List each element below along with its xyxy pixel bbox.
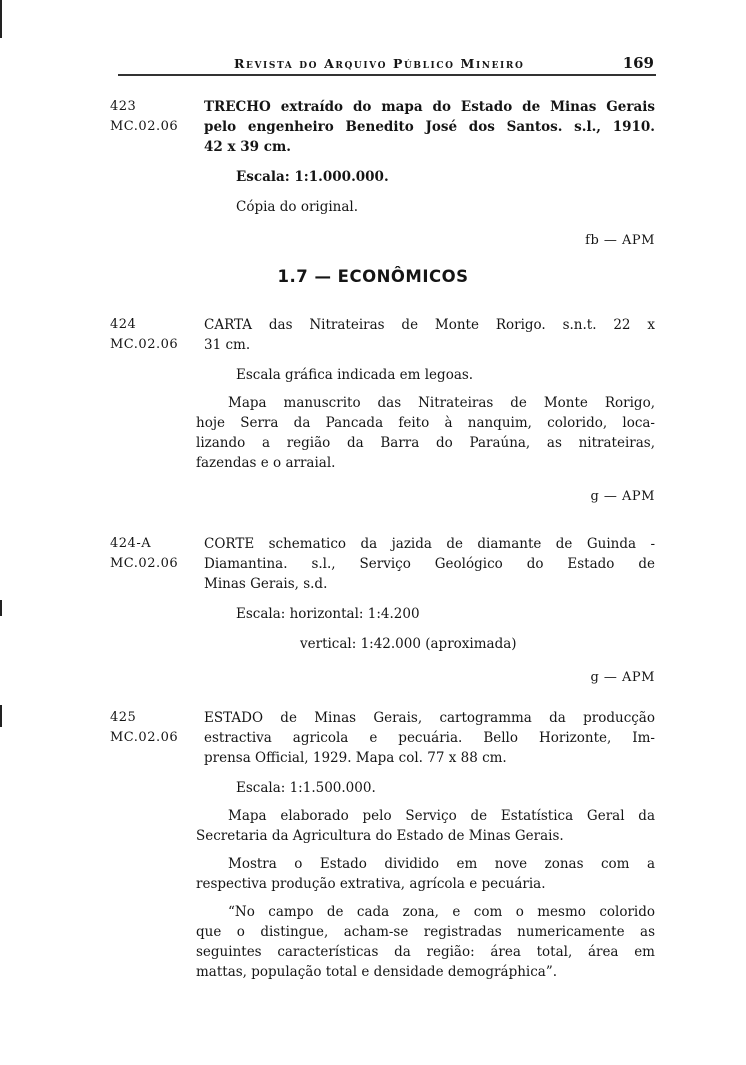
description-line: prensa Official, 1929. Mapa col. 77 x 88 cm. <box>204 750 507 766</box>
paragraph-line: Mapa manuscrito das Nitrateiras de Monte Rorigo, <box>228 395 655 411</box>
entry-scale <box>204 778 655 798</box>
entry-body <box>196 315 655 507</box>
entry-credit: g — APM <box>590 670 655 685</box>
paragraph-line: “No campo de cada zona, e com o mesmo colorido <box>228 904 655 920</box>
description-line: CORTE schematico da jazida de diamante de Guinda - <box>204 536 655 552</box>
paragraph-line: Mapa elaborado pelo Serviço de Estatística Geral da <box>228 808 655 824</box>
description-line: Diamantina. s.l., Serviço Geológico do Estado de <box>204 556 655 572</box>
scale-line: Escala gráfica indicada em legoas. <box>236 367 474 383</box>
scan-edge-mark <box>0 0 2 38</box>
entry-code: MC.02.06 <box>110 556 179 571</box>
header-rule <box>118 74 656 76</box>
entry-identifier <box>110 534 202 574</box>
entry-code: MC.02.06 <box>110 730 179 745</box>
scan-edge-mark <box>0 705 2 727</box>
section-title: 1.7 — ECONÔMICOS <box>277 267 469 286</box>
paragraph-line: Secretaria da Agricultura do Estado de Minas Gerais. <box>196 828 564 844</box>
entry-description <box>204 97 655 157</box>
paragraph-line: Mostra o Estado dividido em nove zonas com a <box>228 856 655 872</box>
entry-scale <box>204 365 655 385</box>
entry-description <box>204 534 655 594</box>
entry-scale <box>204 167 655 187</box>
entry-number: 424-A <box>110 536 152 551</box>
entry-body <box>204 534 655 688</box>
entry-identifier <box>110 315 202 355</box>
paragraph-line: lizando a região da Barra do Paraúna, as nitrateiras, <box>196 435 655 451</box>
entry-paragraph <box>196 806 655 846</box>
entry-description <box>204 708 655 768</box>
entry-code: MC.02.06 <box>110 337 179 352</box>
paragraph-line: fazendas e o arraial. <box>196 455 336 471</box>
scan-edge-mark <box>0 600 2 616</box>
entry-credit: fb — APM <box>585 233 655 248</box>
entry-description <box>204 315 655 355</box>
description-line: 31 cm. <box>204 337 251 353</box>
paragraph-line: respectiva produção extrativa, agrícola e pecuária. <box>196 876 546 892</box>
entry-scale <box>204 604 655 624</box>
scale-line: vertical: 1:42.000 (aproximada) <box>300 636 517 652</box>
scale-line: Escala: 1:1.500.000. <box>236 780 376 796</box>
entry-identifier <box>110 97 202 137</box>
description-line: CARTA das Nitrateiras de Monte Rorigo. s.n.t. 22 x <box>204 317 655 333</box>
entry-body <box>196 708 655 982</box>
entry-identifier <box>110 708 202 748</box>
running-header <box>118 54 656 76</box>
description-line: estractiva agricola e pecuária. Bello Horizonte, Im- <box>204 730 655 746</box>
entry-number: 425 <box>110 710 137 725</box>
page-number: 169 <box>622 54 654 72</box>
description-line: Minas Gerais, s.d. <box>204 576 328 592</box>
entry-note <box>204 197 655 217</box>
entry-body <box>204 97 655 251</box>
paragraph-line: mattas, população total e densidade demográphica”. <box>196 964 558 980</box>
entry-number: 424 <box>110 317 137 332</box>
paragraph-line: seguintes características da região: área total, área em <box>196 944 655 960</box>
entry-paragraph <box>196 902 655 982</box>
entry-paragraph <box>196 393 655 473</box>
note-line: Cópia do original. <box>236 199 359 215</box>
entry-paragraph <box>196 854 655 894</box>
entry-scale-vertical <box>204 634 655 654</box>
entry-code: MC.02.06 <box>110 119 179 134</box>
scale-line: Escala: horizontal: 1:4.200 <box>236 606 420 622</box>
description-line: ESTADO de Minas Gerais, cartogramma da producção <box>204 710 655 726</box>
description-line: TRECHO extraído do mapa do Estado de Minas Gerais <box>204 99 655 115</box>
scale-line: Escala: 1:1.000.000. <box>236 169 389 185</box>
entry-number: 423 <box>110 99 137 114</box>
description-line: 42 x 39 cm. <box>204 139 291 155</box>
journal-title: Revista do Arquivo Público Mineiro <box>234 56 525 71</box>
paragraph-line: hoje Serra da Pancada feito à nanquim, colorido, loca- <box>196 415 655 431</box>
paragraph-line: que o distingue, acham-se registradas numericamente as <box>196 924 655 940</box>
description-line: pelo engenheiro Benedito José dos Santos. s.l., 1910. <box>204 119 655 135</box>
entry-credit: g — APM <box>590 489 655 504</box>
